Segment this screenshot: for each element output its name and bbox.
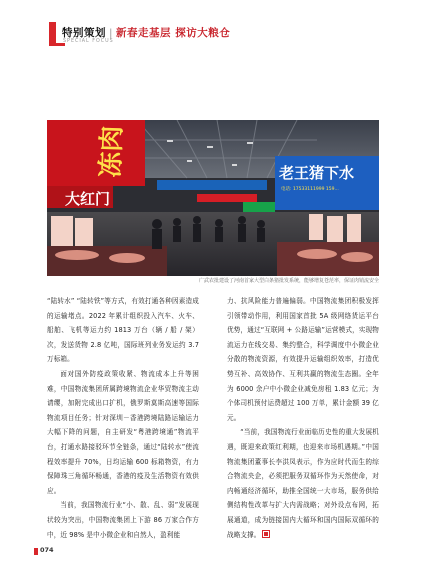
paragraph: 面对国外防疫政策收紧、物流成本上升等困难，中国物流集团所属跨境物流企业华贸物流主动请缨，加附完成出口扩机，俄罗斯莫斯高速等国际物流项目任务；针对深圳－香港跨境陆路运输运力大幅下降的问题，自主研发“粤港跨境通”物流平台，打通水路接驳环节全链条，通过“陆转水”使流程效率提升 70%，日均运输 600 标箱物资，有力保障珠三角循环畅通，香港的疫及生活物资有效供应。 [47,369,199,495]
page-number: 074 [40,546,54,554]
market-photo [47,120,379,276]
page-number-marker [34,548,38,555]
sign-right-sub: 电话: 17533111999 159... [281,187,339,192]
section-title: 新春走基层 探访大粮仓 [116,27,231,39]
sign-left: 大红门 [65,190,111,208]
paragraph: “当前，我国物流行业面临历史性的重大发展机遇，既迎来政策红利期，也迎来市场机遇期。”中国物流集团董事长李洪凤表示，作为应时代而生的综合物流央企，必须把服务双循环作为天然使命，对内畅通经济循环，助推全国统一大市场，服务供给侧结构性改革与扩大内需战略；对外设点布网，拓展通道，成为链接国内大循环和国内国际双循环的战略支撑。 [227,428,379,539]
photo-caption: 广武农批建设了河南首家大型白条猪批发系统，能够增复苍范率，保证肉销流安全 [198,278,379,284]
sign-right: 老王猪下水 [279,164,355,182]
header-accent-bar [49,22,56,43]
section-label: 特别策划 [62,27,106,39]
header-title-line [62,25,230,40]
section-subtitle: SPECIAL FOCUS [63,39,114,44]
paragraph: 力、抗风险能力普遍偏弱。中国物流集团积极发挥引领带动作用，利用国家首批 5A 级网络货运平台优势，通过“互联网 + 公路运输”运营模式，实现物流运力在线交易、集约整合，科学调度中小微企业分散的物流资源，有效提升运输组织效率，打造优势互补、高效协作、互利共赢的物流生态圈。全年为 6000 余户中小微企业减免房租 1.83 亿元；为个体司机预付运费超过 100 万单，累计金额 39 亿元。 [227,297,379,422]
market-photo-illustration [47,120,379,276]
paragraph: 当前，我国物流行业“小、散、乱、弱”发展现状较为突出，中国物流集团上下游 86 万家合作方中，近 98% 是中小微企业和自然人，盈利能 [47,501,199,539]
paragraph: “陆转水” “陆转铁”等方式，有效打通各种因素造成的运输堵点。2022 年累计组织投入汽车、火车、船舶、飞机等运力约 1813 万台（辆 / 船 / 架）次，发送货物 2.8 亿吨，国际班列业务发运约 3.7 万标箱。 [47,297,199,364]
end-mark-icon [262,530,270,538]
article-column-left [47,294,199,542]
sign-left-top: 冻肉 [96,125,128,179]
page-header [0,0,427,48]
header-separator: | [109,27,114,39]
article-column-right [227,294,379,542]
